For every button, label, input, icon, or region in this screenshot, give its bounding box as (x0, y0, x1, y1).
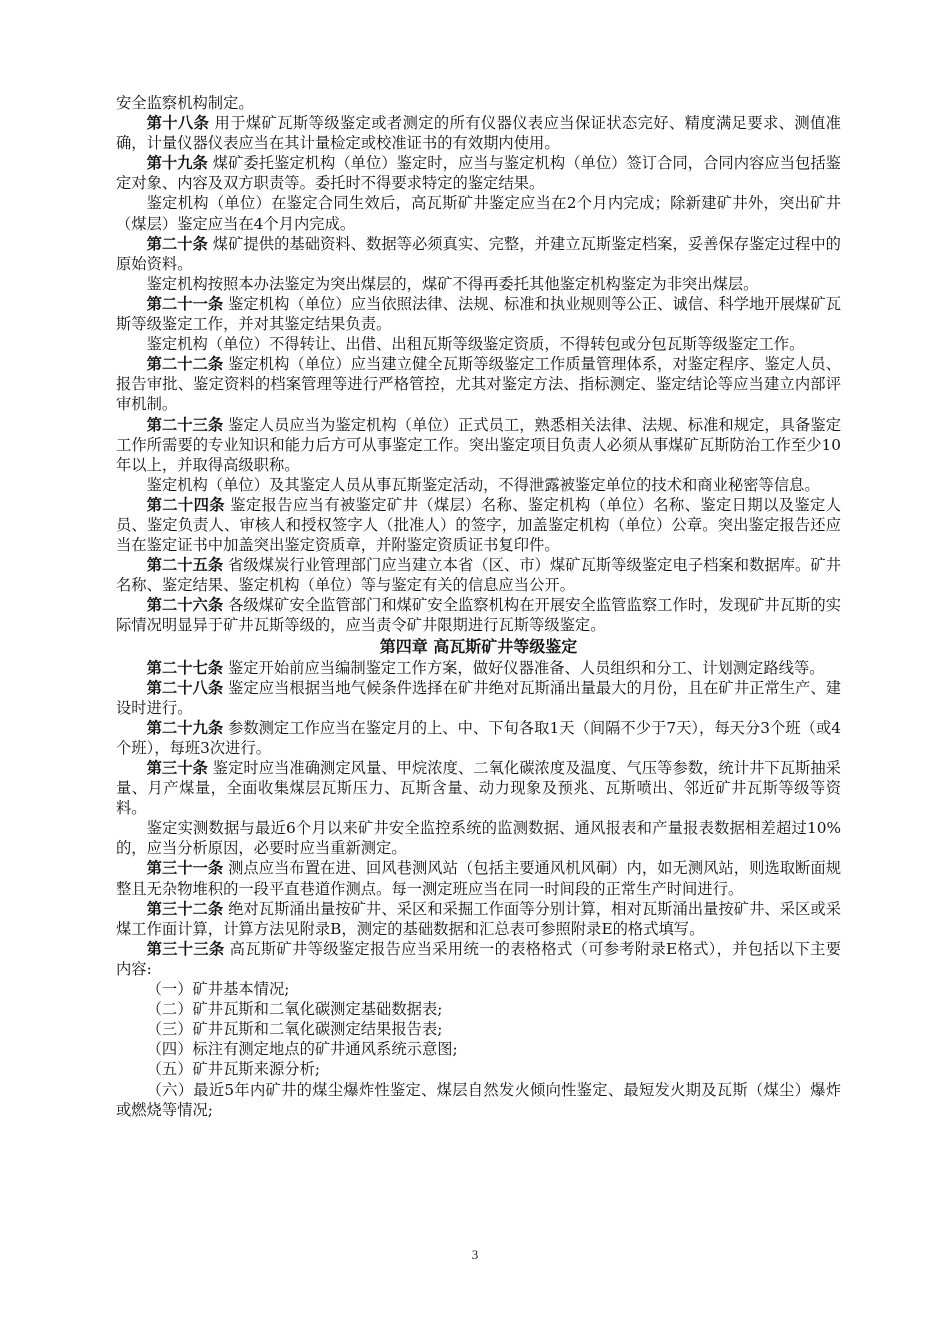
paragraph-text: 绝对瓦斯涌出量按矿井、采区和采掘工作面等分别计算，相对瓦斯涌出量按矿井、采区或采煤工作面计算，计算方法见附录B，测定的基础数据和汇总表可参照附录E的格式填写。 (116, 899, 841, 938)
article-paragraph (116, 939, 841, 979)
paragraph-text: 用于煤矿瓦斯等级鉴定或者测定的所有仪器仪表应当保证状态完好、精度满足要求、测值准确，计量仪器仪表应当在其计量检定或校准证书的有效期内使用。 (116, 114, 841, 153)
article-number: 第二十条 (146, 234, 208, 253)
article-number: 第二十二条 (146, 355, 224, 374)
body-paragraph (116, 193, 841, 233)
body-paragraph (116, 1080, 841, 1120)
list-item (116, 979, 841, 999)
paragraph-text: （四）标注有测定地点的矿井通风系统示意图; (146, 1040, 458, 1059)
paragraph-text: 煤矿委托鉴定机构（单位）鉴定时，应当与鉴定机构（单位）签订合同，合同内容应当包括鉴定对象、内容及双方职责等。委托时不得要求特定的鉴定结果。 (116, 154, 841, 193)
article-paragraph (116, 858, 841, 898)
paragraph-text: 鉴定人员应当为鉴定机构（单位）正式员工，熟悉相关法律、法规、标准和规定，具备鉴定工作所需要的专业知识和能力后方可从事鉴定工作。突出鉴定项目负责人必须从事煤矿瓦斯防治工作至少10年以上，并取得高级职称。 (116, 415, 841, 474)
paragraph-text: （三）矿井瓦斯和二氧化碳测定结果报告表; (146, 1020, 443, 1039)
article-paragraph (116, 153, 841, 193)
list-item (116, 1019, 841, 1039)
article-number: 第二十四条 (146, 495, 225, 514)
article-paragraph (116, 495, 841, 555)
article-number: 第三十二条 (146, 899, 224, 918)
paragraph-text: 鉴定机构（单位）在鉴定合同生效后，高瓦斯矿井鉴定应当在2个月内完成；除新建矿井外，突出矿井（煤层）鉴定应当在4个月内完成。 (116, 194, 841, 233)
paragraph-text: 测点应当布置在进、回风巷测风站（包括主要通风机风硐）内，如无测风站，则选取断面规整且无杂物堆积的一段平直巷道作测点。每一测定班应当在同一时间段的正常生产时间进行。 (116, 859, 841, 898)
continuation-text (116, 93, 841, 113)
article-paragraph (116, 415, 841, 475)
paragraph-text: 参数测定工作应当在鉴定月的上、中、下旬各取1天（间隔不少于7天），每天分3个班（或4个班），每班3次进行。 (116, 718, 841, 757)
paragraph-text: 鉴定机构按照本办法鉴定为突出煤层的，煤矿不得再委托其他鉴定机构鉴定为非突出煤层。 (146, 274, 759, 293)
article-number: 第二十三条 (146, 415, 224, 434)
paragraph-text: 安全监察机构制定。 (116, 94, 254, 112)
chapter-heading: 第四章 高瓦斯矿井等级鉴定 (379, 636, 578, 656)
article-number: 第二十七条 (146, 658, 224, 677)
article-number: 第十九条 (146, 154, 208, 173)
article-number: 第二十八条 (146, 678, 224, 697)
paragraph-text: 鉴定开始前应当编制鉴定工作方案，做好仪器准备、人员组织和分工、计划测定路线等。 (223, 658, 825, 677)
page-number: 3 (471, 1247, 479, 1262)
article-paragraph (116, 678, 841, 718)
paragraph-text: （一）矿井基本情况; (146, 980, 290, 999)
body-paragraph (116, 475, 841, 495)
list-item (116, 1059, 841, 1079)
article-number: 第二十九条 (146, 718, 224, 737)
article-paragraph (116, 555, 841, 595)
paragraph-text: （五）矿井瓦斯来源分析; (146, 1060, 321, 1079)
article-number: 第三十条 (146, 759, 208, 777)
paragraph-text: 鉴定时应当准确测定风量、甲烷浓度、二氧化碳浓度及温度、气压等参数，统计井下瓦斯抽采量、月产煤量，全面收集煤层瓦斯压力、瓦斯含量、动力现象及预兆、瓦斯喷出、邻近矿井瓦斯等级等资料。 (116, 759, 841, 818)
article-number: 第二十六条 (146, 596, 224, 615)
body-paragraph (116, 334, 841, 354)
article-paragraph (116, 294, 841, 334)
paragraph-text: 煤矿提供的基础资料、数据等必须真实、完整，并建立瓦斯鉴定档案，妥善保存鉴定过程中的原始资料。 (116, 234, 841, 273)
paragraph-text: 省级煤炭行业管理部门应当建立本省（区、市）煤矿瓦斯等级鉴定电子档案和数据库。矿井名称、鉴定结果、鉴定机构（单位）等与鉴定有关的信息应当公开。 (116, 556, 841, 595)
article-paragraph (116, 595, 841, 635)
paragraph-text: 鉴定机构（单位）不得转让、出借、出租瓦斯等级鉴定资质，不得转包或分包瓦斯等级鉴定工作。 (146, 335, 805, 354)
article-number: 第三十一条 (146, 859, 224, 878)
article-paragraph (116, 658, 841, 678)
paragraph-text: 鉴定应当根据当地气候条件选择在矿井绝对瓦斯涌出量最大的月份，且在矿井正常生产、建设时进行。 (116, 678, 841, 717)
paragraph-text: 鉴定实测数据与最近6个月以来矿井安全监控系统的监测数据、通风报表和产量报表数据相差超过10%的，应当分析原因，必要时应当重新测定。 (116, 819, 841, 858)
paragraph-text: 高瓦斯矿井等级鉴定报告应当采用统一的表格格式（可参考附录E格式），并包括以下主要内容: (116, 939, 841, 978)
paragraph-text: 鉴定机构（单位）应当依照法律、法规、标准和执业规则等公正、诚信、科学地开展煤矿瓦斯等级鉴定工作，并对其鉴定结果负责。 (116, 294, 841, 334)
paragraph-text: （六）最近5年内矿井的煤尘爆炸性鉴定、煤层自然发火倾向性鉴定、最短发火期及瓦斯（煤尘）爆炸或燃烧等情况; (116, 1080, 841, 1119)
article-paragraph (116, 354, 841, 414)
article-number: 第三十三条 (146, 939, 225, 958)
article-paragraph (116, 758, 841, 818)
article-number: 第二十五条 (146, 556, 224, 575)
list-item (116, 999, 841, 1019)
paragraph-text: 鉴定机构（单位）及其鉴定人员从事瓦斯鉴定活动，不得泄露被鉴定单位的技术和商业秘密等信息。 (146, 475, 820, 494)
article-number: 第二十一条 (146, 294, 224, 313)
body-paragraph (116, 818, 841, 858)
article-paragraph (116, 899, 841, 939)
body-paragraph (116, 274, 841, 294)
paragraph-text: （二）矿井瓦斯和二氧化碳测定基础数据表; (146, 1000, 443, 1019)
paragraph-text: 鉴定报告应当有被鉴定矿井（煤层）名称、鉴定机构（单位）名称、鉴定日期以及鉴定人员、鉴定负责人、审核人和授权签字人（批准人）的签字，加盖鉴定机构（单位）公章。突出鉴定报告还应当在鉴定证书中加盖突出鉴定资质章，并附鉴定资质证书复印件。 (116, 495, 841, 555)
document-body (116, 93, 841, 1120)
list-item (116, 1039, 841, 1059)
paragraph-text: 鉴定机构（单位）应当建立健全瓦斯等级鉴定工作质量管理体系，对鉴定程序、鉴定人员、报告审批、鉴定资料的档案管理等进行严格管控，尤其对鉴定方法、指标测定、鉴定结论等应当建立内部评审机制。 (116, 355, 841, 414)
paragraph-text: 各级煤矿安全监管部门和煤矿安全监察机构在开展安全监管监察工作时，发现矿井瓦斯的实际情况明显异于矿井瓦斯等级的，应当责令矿井限期进行瓦斯等级鉴定。 (116, 596, 841, 635)
article-paragraph (116, 234, 841, 274)
article-paragraph (116, 718, 841, 758)
article-number: 第十八条 (146, 114, 210, 133)
article-paragraph (116, 113, 841, 153)
